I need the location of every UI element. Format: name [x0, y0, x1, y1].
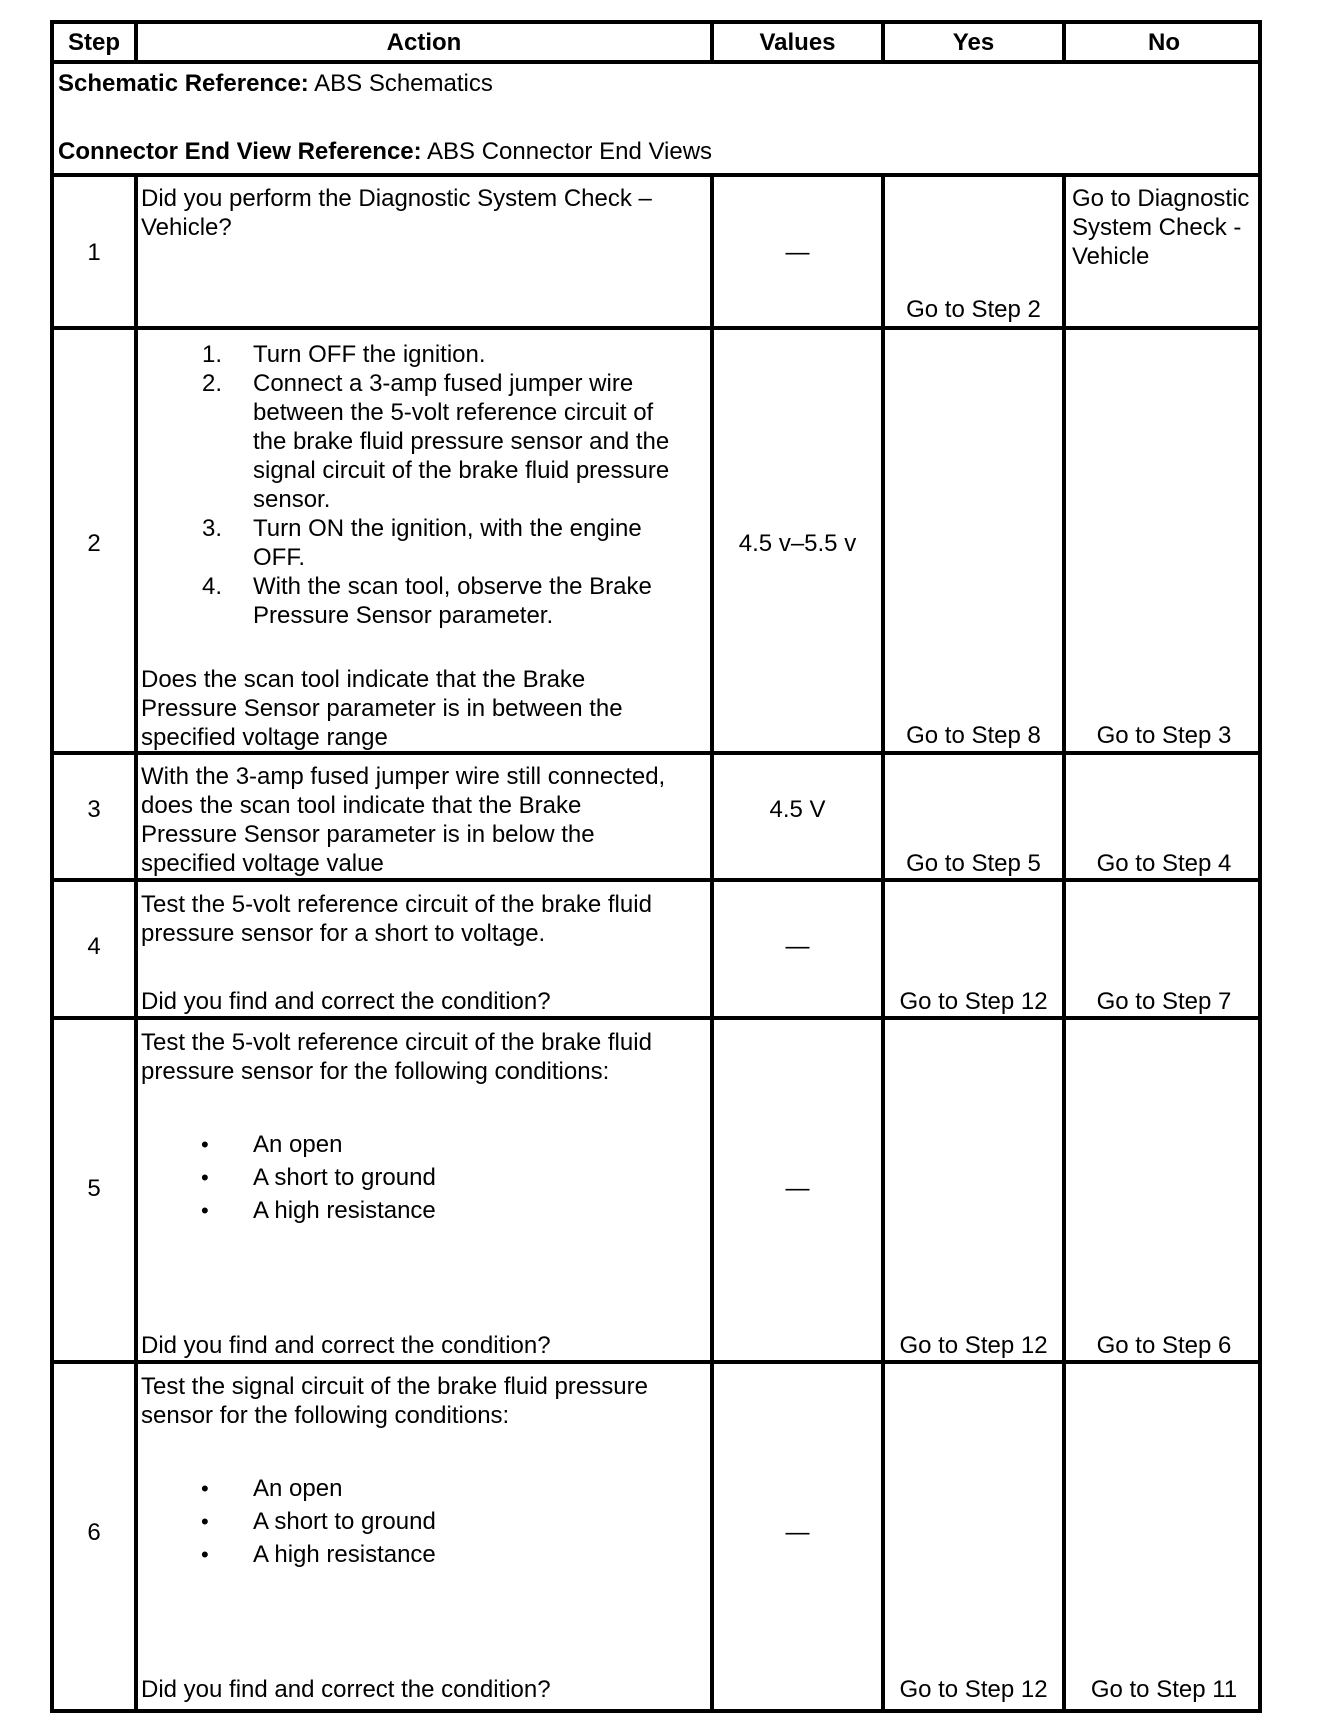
question-line: Did you find and correct the condition? [141, 988, 551, 1015]
step-number: 1 [87, 239, 101, 266]
no-cell: Go to Step 4 [1096, 850, 1232, 877]
rule [134, 173, 138, 1713]
header-values: Values [759, 29, 836, 56]
bullet-icon: • [201, 1132, 209, 1157]
header-yes: Yes [952, 29, 995, 56]
value-cell: 4.5 v–5.5 v [738, 530, 857, 557]
action-line: pressure sensor for the following conditions: [141, 1058, 610, 1085]
schematic-reference [58, 69, 493, 98]
value-cell: — [785, 239, 810, 266]
list-line: signal circuit of the brake fluid pressure [253, 457, 670, 484]
bullet-icon: • [201, 1542, 209, 1567]
rule [54, 326, 1258, 330]
action-line: specified voltage value [141, 850, 384, 877]
value-cell: — [785, 1175, 810, 1202]
connector-reference-label: Connector End View Reference: [58, 138, 422, 165]
yes-cell: Go to Step 8 [906, 722, 1041, 749]
list-line: Pressure Sensor parameter. [253, 602, 554, 629]
list-number: 2. [202, 370, 223, 397]
no-cell-line: Vehicle [1072, 243, 1150, 270]
action-line: Vehicle? [141, 214, 232, 241]
step-number: 6 [87, 1519, 101, 1546]
schematic-reference-label: Schematic Reference: [58, 70, 309, 97]
list-number: 4. [202, 573, 223, 600]
step-number: 2 [87, 530, 101, 557]
list-line: between the 5-volt reference circuit of [253, 399, 654, 426]
step-number: 5 [87, 1175, 101, 1202]
yes-cell: Go to Step 5 [906, 850, 1041, 877]
bullet-icon: • [201, 1476, 209, 1501]
action-line: Pressure Sensor parameter is in below the [141, 821, 595, 848]
header-action: Action [386, 29, 462, 56]
action-line: pressure sensor for a short to voltage. [141, 920, 546, 947]
bullet-icon: • [201, 1198, 209, 1223]
step-number: 3 [87, 796, 101, 823]
diagnostic-table [50, 20, 1262, 1713]
question-line: specified voltage range [141, 724, 388, 751]
no-cell: Go to Step 11 [1090, 1676, 1238, 1703]
header-step: Step [67, 29, 120, 56]
list-line: sensor. [253, 486, 331, 513]
bullet-icon: • [201, 1165, 209, 1190]
rule [54, 173, 1258, 177]
no-cell-line: System Check - [1072, 214, 1242, 241]
list-line: Turn ON the ignition, with the engine [253, 515, 642, 542]
yes-cell: Go to Step 2 [906, 296, 1041, 323]
list-line: Connect a 3-amp fused jumper wire [253, 370, 634, 397]
action-line: Test the 5-volt reference circuit of the brake fluid [141, 1029, 652, 1056]
rule [54, 878, 1258, 882]
list-line: With the scan tool, observe the Brake [253, 573, 652, 600]
value-cell: — [785, 933, 810, 960]
connector-reference-value: ABS Connector End Views [427, 138, 713, 165]
action-line: Test the 5-volt reference circuit of the brake fluid [141, 891, 652, 918]
question-line: Pressure Sensor parameter is in between the [141, 695, 623, 722]
no-cell-line: Go to Diagnostic [1072, 185, 1250, 212]
value-cell: — [785, 1519, 810, 1546]
rule [54, 1016, 1258, 1020]
rule [54, 1360, 1258, 1364]
list-line: OFF. [253, 544, 305, 571]
question-line: Does the scan tool indicate that the Brake [141, 666, 586, 693]
bullet-item: A high resistance [253, 1197, 436, 1224]
header-no: No [1148, 29, 1180, 56]
schematic-reference-value: ABS Schematics [314, 70, 493, 97]
action-line: With the 3-amp fused jumper wire still connected, [141, 763, 666, 790]
yes-cell: Go to Step 12 [899, 988, 1048, 1015]
bullet-icon: • [201, 1509, 209, 1534]
list-line: Turn OFF the ignition. [253, 341, 486, 368]
bullet-item: A high resistance [253, 1541, 436, 1568]
bullet-item: A short to ground [253, 1508, 436, 1535]
no-cell: Go to Step 7 [1096, 988, 1232, 1015]
no-cell: Go to Step 3 [1096, 722, 1232, 749]
list-number: 1. [202, 341, 223, 368]
yes-cell: Go to Step 12 [899, 1332, 1048, 1359]
action-line: Did you perform the Diagnostic System Check – [141, 185, 652, 212]
step-number: 4 [87, 933, 101, 960]
action-line: does the scan tool indicate that the Brake [141, 792, 582, 819]
list-line: the brake fluid pressure sensor and the [253, 428, 670, 455]
rule [54, 60, 1258, 64]
question-line: Did you find and correct the condition? [141, 1676, 551, 1703]
no-cell: Go to Step 6 [1096, 1332, 1232, 1359]
rule [1062, 173, 1066, 1713]
list-number: 3. [202, 515, 223, 542]
value-cell: 4.5 V [769, 796, 826, 823]
bullet-item: A short to ground [253, 1164, 436, 1191]
action-line: sensor for the following conditions: [141, 1402, 510, 1429]
rule [881, 173, 885, 1713]
question-line: Did you find and correct the condition? [141, 1332, 551, 1359]
bullet-item: An open [253, 1131, 343, 1158]
action-line: Test the signal circuit of the brake fluid pressure [141, 1373, 648, 1400]
connector-reference [58, 137, 712, 166]
yes-cell: Go to Step 12 [899, 1676, 1048, 1703]
bullet-item: An open [253, 1475, 343, 1502]
